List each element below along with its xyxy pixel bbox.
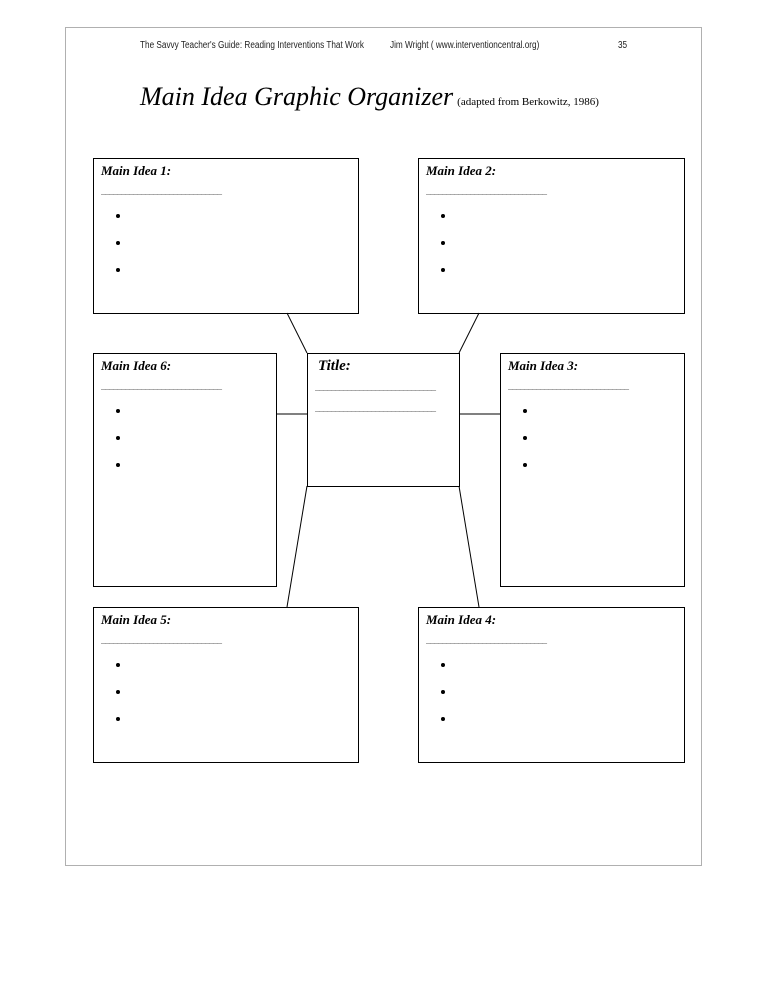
page-number: 35 <box>618 40 628 51</box>
blank-line: ______________________________ <box>315 381 435 392</box>
main-idea-3-box[interactable] <box>500 353 685 587</box>
box-label: Main Idea 5: <box>101 612 172 627</box>
blank-line: ______________________________ <box>101 185 221 196</box>
main-idea-2-box[interactable] <box>418 158 685 314</box>
blank-line: ______________________________ <box>426 634 546 645</box>
main-idea-5-box[interactable] <box>93 607 359 763</box>
header-author: Jim Wright ( www.interventioncentral.org) <box>390 40 540 51</box>
box-label: Main Idea 4: <box>426 612 497 627</box>
main-idea-1-box[interactable] <box>93 158 359 314</box>
blank-line: ______________________________ <box>101 634 221 645</box>
title-source: (adapted from Berkowitz, 1986) <box>457 96 599 108</box>
box-label: Main Idea 1: <box>101 163 172 178</box>
main-idea-4-box[interactable] <box>418 607 685 763</box>
title-box[interactable] <box>307 353 460 487</box>
box-label: Main Idea 6: <box>101 358 172 373</box>
blank-line: ______________________________ <box>101 380 221 391</box>
box-label: Main Idea 3: <box>508 358 579 373</box>
blank-line: ______________________________ <box>508 380 628 391</box>
title-text: Main Idea Graphic Organizer <box>140 82 454 111</box>
blank-line: ______________________________ <box>315 402 435 413</box>
blank-line: ______________________________ <box>426 185 546 196</box>
box-label: Title: <box>318 358 351 374</box>
main-idea-6-box[interactable] <box>93 353 277 587</box>
box-label: Main Idea 2: <box>426 163 497 178</box>
header-book-title: The Savvy Teacher's Guide: Reading Interventions That Work <box>140 40 365 51</box>
